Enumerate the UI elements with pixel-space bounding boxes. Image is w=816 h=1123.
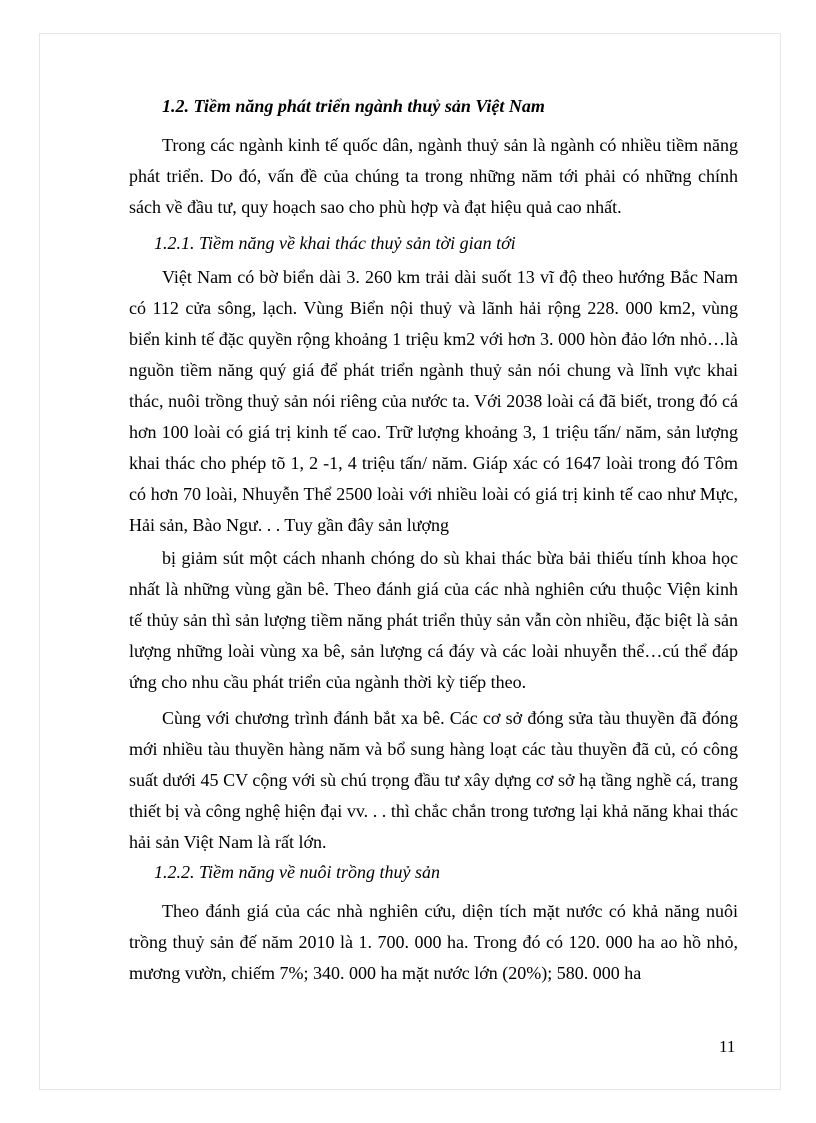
subsection-1-paragraph-1: Việt Nam có bờ biển dài 3. 260 km trải dài suốt 13 vĩ độ theo hướng Bắc Nam có 112 cửa sông, lạch. Vùng Biển nội thuỷ và lãnh hải rộng 228. 000 km2, vùng biển kinh tế đặc quyền rộng khoảng 1 triệu km2 với hơn 3. 000 hòn đảo lớn nhỏ…là nguồn tiềm năng quý giá để phát triển ngành thuỷ sản nói chung và lĩnh vực khai thác, nuôi trồng thuỷ sản nói riêng của nước ta. Với 2038 loài cá đã biết, trong đó cá hơn 100 loài có giá trị kinh tế cao. Trữ lượng khoảng 3, 1 triệu tấn/ năm, sản lượng khai thác cho phép tõ 1, 2 -1, 4 triệu tấn/ năm. Giáp xác có 1647 loài trong đó Tôm có hơn 70 loài, Nhuyễn Thể 2500 loài với nhiều loài có giá trị kinh tế cao như Mực, Hải sản, Bào Ngư. . . Tuy gần đây sản lượng (129, 267, 738, 535)
subsection-1-paragraph-2: bị giảm sút một cách nhanh chóng do sù khai thác bừa bải thiếu tính khoa học nhất là những vùng gần bê. Theo đánh giá của các nhà nghiên cứu thuộc Viện kinh tế thủy sản thì sản lượng tiềm năng phát triển thủy sản vẫn còn nhiều, đặc biệt là sản lượng những loài vùng xa bê, sản lượng cá đáy và các loài nhuyễn thể…cú thể đáp ứng cho nhu cầu phát triển của ngành thời kỳ tiếp theo. (129, 548, 738, 692)
page-number: 11 (719, 1037, 736, 1056)
subsection-2-heading: 1.2.2. Tiềm năng về nuôi trồng thuỷ sản (154, 862, 440, 882)
subsection-2-paragraph-1: Theo đánh giá của các nhà nghiên cứu, diện tích mặt nước có khả năng nuôi trồng thuỷ sản đế năm 2010 là 1. 700. 000 ha. Trong đó có 120. 000 ha ao hồ nhỏ, mương vườn, chiếm 7%; 340. 000 ha mặt nước lớn (20%); 580. 000 ha (129, 901, 738, 983)
intro-paragraph: Trong các ngành kinh tế quốc dân, ngành thuỷ sản là ngành có nhiều tiềm năng phát triển. Do đó, vấn đề của chúng ta trong những năm tới phải có những chính sách về đầu tư, quy hoạch sao cho phù hợp và đạt hiệu quả cao nhất. (129, 135, 738, 217)
section-heading: 1.2. Tiềm năng phát triển ngành thuỷ sản Việt Nam (162, 96, 545, 116)
subsection-1-heading: 1.2.1. Tiềm năng về khai thác thuỷ sản tời gian tới (154, 233, 516, 253)
subsection-1-paragraph-3: Cùng với chương trình đánh bắt xa bê. Các cơ sở đóng sửa tàu thuyền đã đóng mới nhiều tàu thuyền hàng năm và bổ sung hàng loạt các tàu thuyền đã củ, có công suất dưới 45 CV cộng với sù chú trọng đầu tư xây dựng cơ sở hạ tầng nghề cá, trang thiết bị và công nghệ hiện đại vv. . . thì chắc chắn trong tương lại khả năng khai thác hải sản Việt Nam là rất lớn. (129, 708, 738, 852)
